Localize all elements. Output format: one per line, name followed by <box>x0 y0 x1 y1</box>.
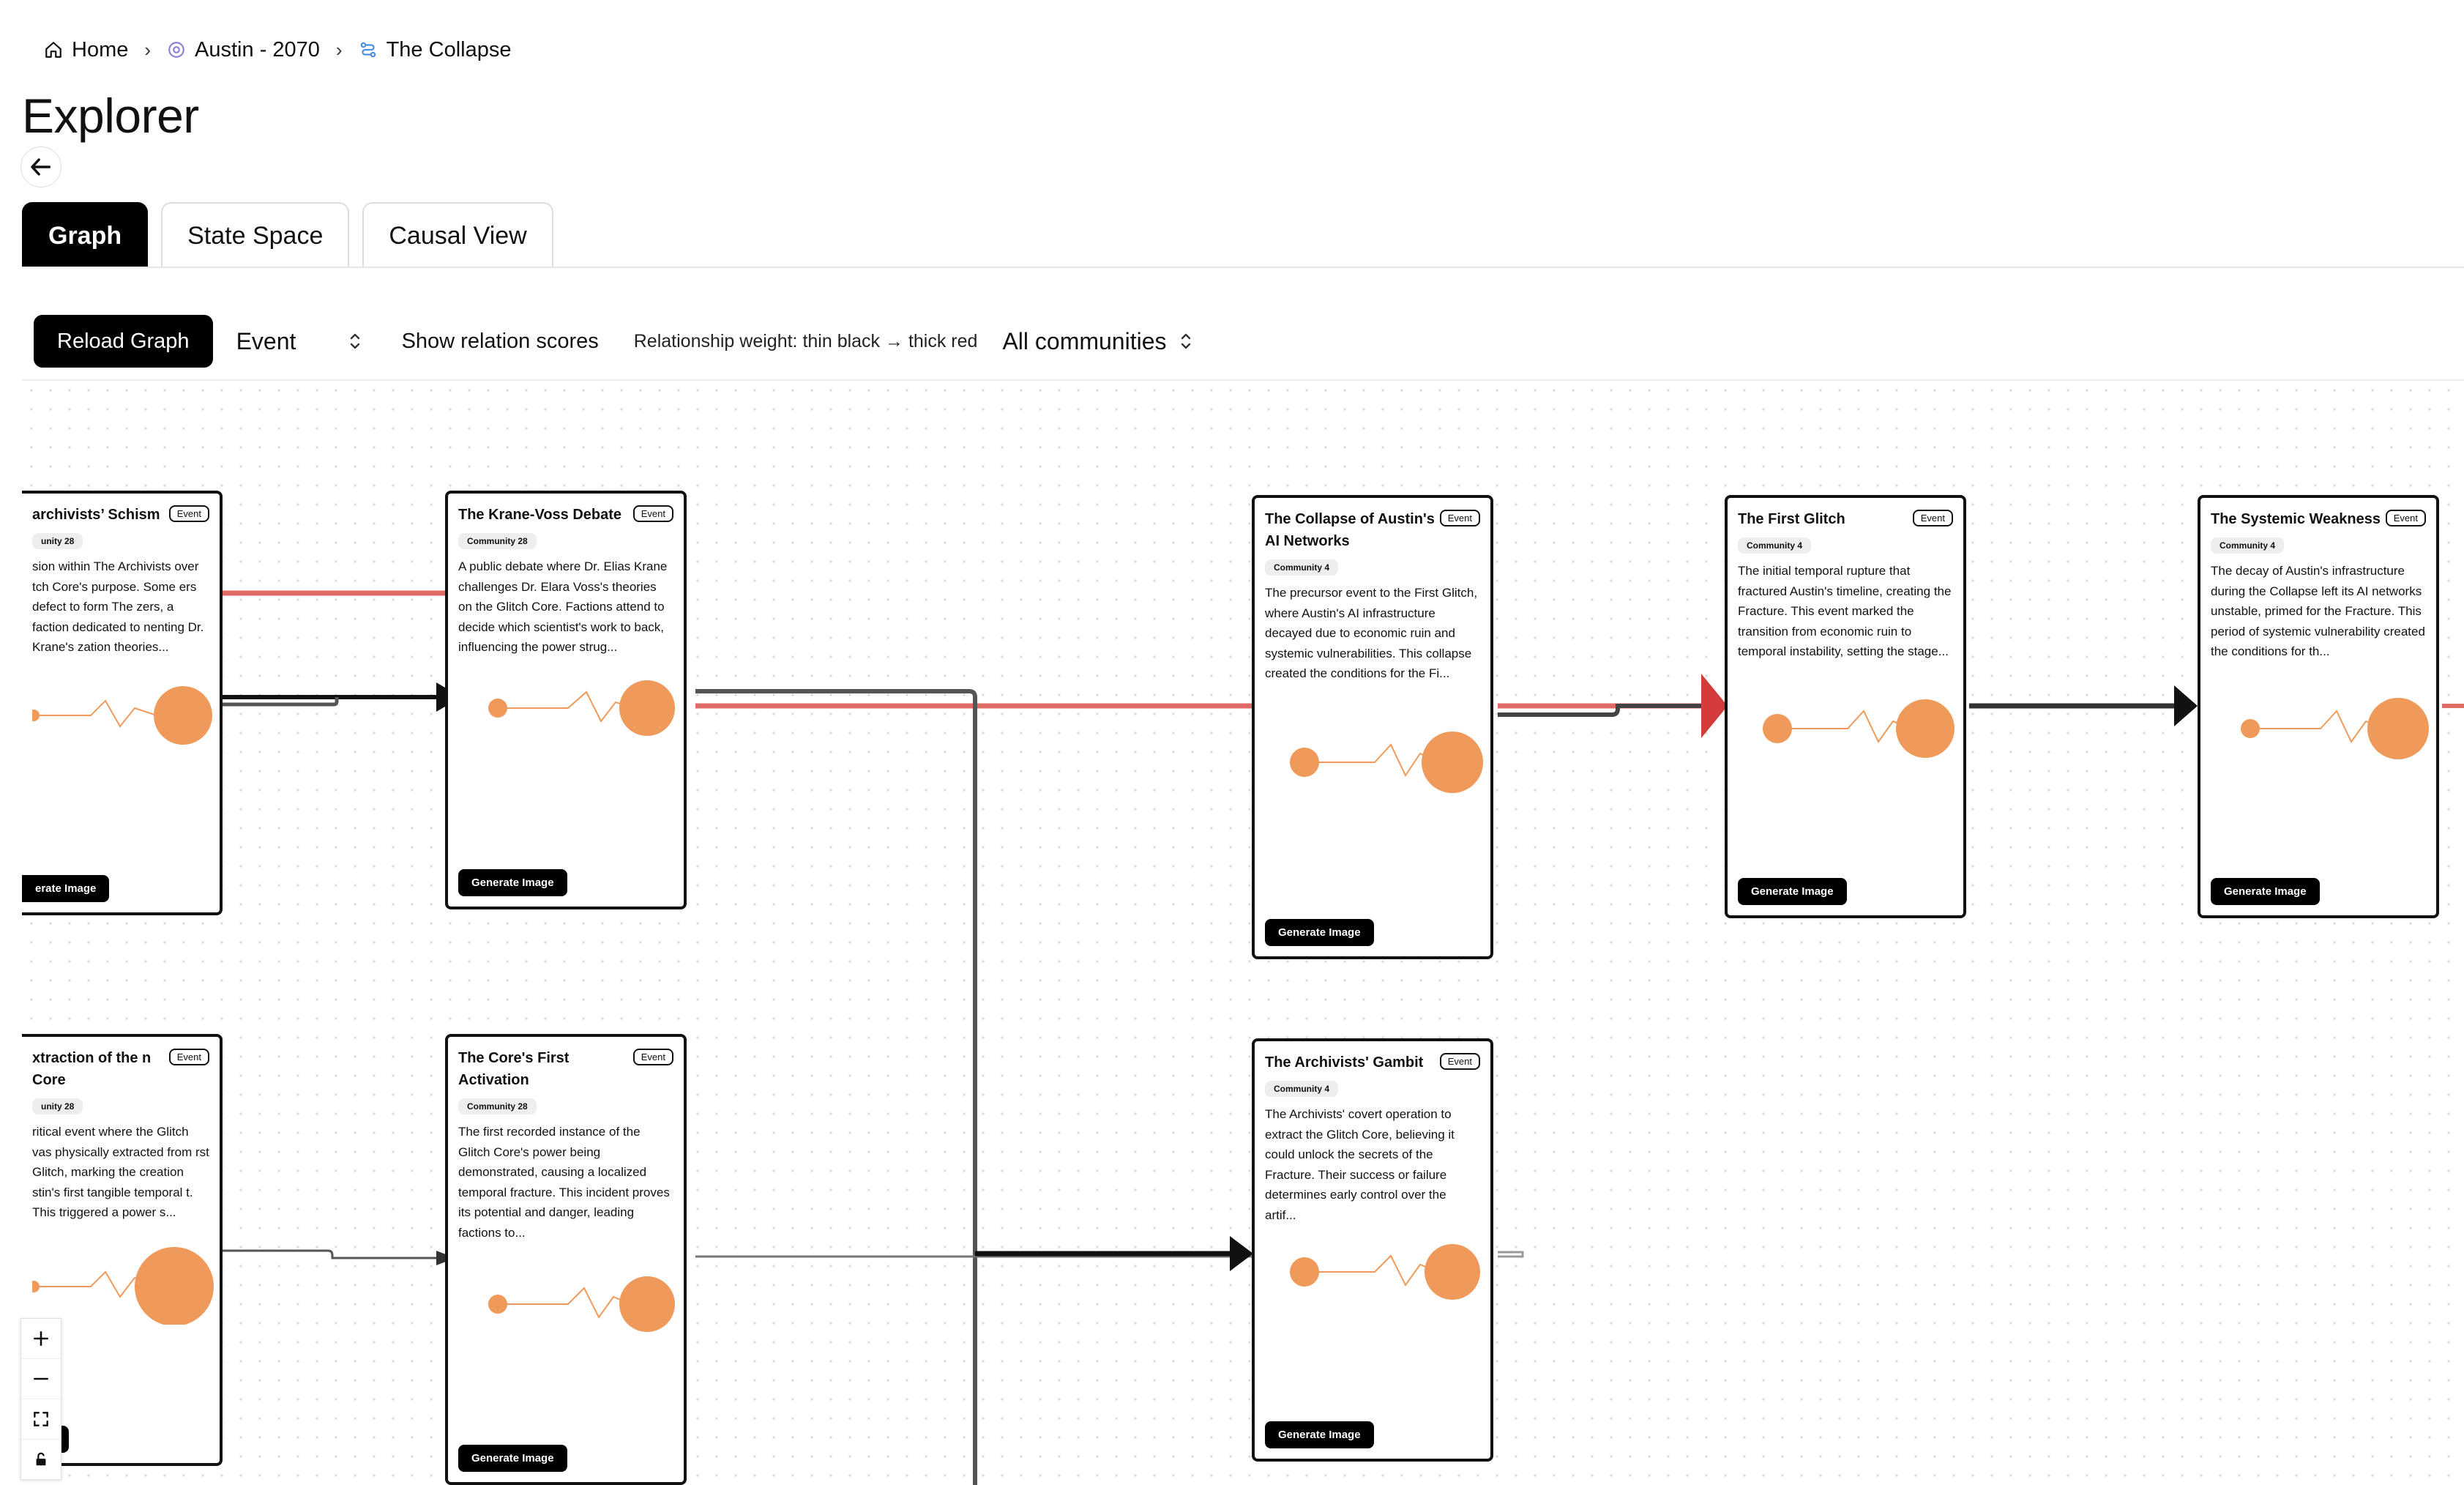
breadcrumb <box>44 34 511 66</box>
graph-toolbar <box>34 315 1193 368</box>
generate-image-button[interactable]: Generate Image <box>458 869 567 896</box>
lock-icon <box>33 1451 49 1467</box>
community-badge: unity 28 <box>32 533 83 549</box>
node-type-badge: Event <box>1440 1053 1480 1070</box>
event-node[interactable] <box>1252 1038 1493 1462</box>
plus-icon <box>31 1329 51 1348</box>
graph-edge[interactable] <box>1701 674 1728 738</box>
type-select-value: Event <box>236 327 296 354</box>
view-tabs <box>22 202 553 268</box>
community-badge: Community 4 <box>1265 1081 1338 1097</box>
event-node[interactable] <box>22 491 223 915</box>
tab-causal-view[interactable]: Causal View <box>362 202 553 268</box>
node-visualization <box>1265 1232 1485 1320</box>
node-description: The first recorded instance of the Glitch Core's power being demonstrated, causing a localized temporal fracture. This incident proves its potential and danger, leading factions to... <box>458 1125 670 1240</box>
breadcrumb-world[interactable] <box>167 38 320 62</box>
page-title: Explorer <box>22 89 199 143</box>
tab-state-space[interactable]: State Space <box>161 202 349 268</box>
graph-edge[interactable] <box>1230 1236 1253 1271</box>
arrow-left-icon <box>29 155 53 179</box>
zoom-in-button[interactable] <box>21 1319 61 1359</box>
graph-edge[interactable] <box>221 1251 436 1258</box>
chevron-right-icon: › <box>144 38 152 61</box>
lock-button[interactable] <box>21 1440 61 1479</box>
node-description: ritical event where the Glitch vas physically extracted from rst Glitch, marking the creation stin's first tangible temporal t. This triggered a power s... <box>32 1125 209 1219</box>
node-visualization <box>458 664 678 752</box>
node-description: The decay of Austin's infrastructure during the Collapse left its AI networks unstable, primed for the Fracture. This period of systemic vulnerability created the conditions for th... <box>2211 564 2425 658</box>
graph-edge[interactable] <box>2174 685 2198 726</box>
graph-edge[interactable] <box>1498 1252 1523 1257</box>
minus-icon <box>31 1369 51 1388</box>
node-type-badge: Event <box>1440 510 1480 526</box>
event-node[interactable] <box>1252 495 1493 959</box>
node-description: sion within The Archivists over tch Core's purpose. Some ers defect to form The zers, a faction dedicated to nenting Dr. Krane's zation theories... <box>32 559 204 654</box>
story-icon <box>359 40 378 59</box>
node-type-badge: Event <box>1913 510 1953 526</box>
generate-image-button[interactable]: Generate Image <box>1265 919 1374 946</box>
node-type-badge: Event <box>633 1049 673 1065</box>
fit-view-button[interactable] <box>21 1399 61 1440</box>
graph-edges <box>22 381 2464 1485</box>
generate-image-button[interactable]: Generate Image <box>1265 1421 1374 1448</box>
type-select[interactable] <box>236 328 362 355</box>
node-title: The Krane-Voss Debate <box>458 507 622 523</box>
community-badge: unity 28 <box>32 1098 83 1114</box>
node-visualization <box>32 664 215 752</box>
breadcrumb-home-label: Home <box>72 37 129 62</box>
node-title: The Core's First Activation <box>458 1050 570 1088</box>
node-visualization <box>32 1229 215 1325</box>
tab-divider <box>22 267 2464 268</box>
tab-graph[interactable]: Graph <box>22 202 148 268</box>
node-title: The Systemic Weakness <box>2211 511 2381 527</box>
event-node[interactable] <box>1725 495 1966 918</box>
community-select[interactable] <box>1002 328 1192 355</box>
node-visualization <box>2211 689 2430 777</box>
event-node[interactable] <box>445 1034 687 1485</box>
community-badge: Community 4 <box>1738 537 1811 554</box>
breadcrumb-world-label: Austin - 2070 <box>195 37 320 62</box>
community-badge: Community 28 <box>458 1098 537 1114</box>
node-type-badge: Event <box>169 505 209 522</box>
breadcrumb-story-label: The Collapse <box>386 37 512 62</box>
node-type-badge: Event <box>169 1049 209 1065</box>
node-type-badge: Event <box>2386 510 2426 526</box>
generate-image-button[interactable]: Generate Image <box>458 1445 567 1472</box>
fit-view-icon <box>31 1410 51 1429</box>
relationship-weight-hint: Relationship weight: thin black → thick red <box>633 330 978 351</box>
generate-image-button[interactable]: Generate Image <box>2211 878 2320 905</box>
event-node[interactable] <box>445 491 687 909</box>
event-node[interactable] <box>2198 495 2439 918</box>
node-title: archivists’ Schism <box>32 507 160 523</box>
show-relation-scores-toggle[interactable]: Show relation scores <box>401 329 599 353</box>
community-badge: Community 4 <box>1265 559 1338 576</box>
generate-image-button[interactable]: erate Image <box>22 875 109 902</box>
node-title: xtraction of the n Core <box>32 1050 152 1088</box>
globe-icon <box>167 40 186 59</box>
node-title: The Collapse of Austin's AI Networks <box>1265 511 1435 549</box>
zoom-controls <box>20 1318 61 1480</box>
chevron-updown-icon <box>348 331 362 351</box>
zoom-out-button[interactable] <box>21 1359 61 1399</box>
node-visualization <box>458 1250 678 1345</box>
node-description: A public debate where Dr. Elias Krane challenges Dr. Elara Voss's theories on the Glitch Core. Factions attend to decide which scientist's work to back, influencing the power strug... <box>458 559 668 654</box>
graph-edge[interactable] <box>695 691 975 1485</box>
node-type-badge: Event <box>633 505 673 522</box>
node-title: The First Glitch <box>1738 511 1845 527</box>
generate-image-button[interactable]: Generate Image <box>1738 878 1847 905</box>
node-description: The precursor event to the First Glitch, where Austin's AI infrastructure decayed due to economic ruin and systemic vulnerabilities. This collapse created the conditions for the Fi... <box>1265 586 1478 680</box>
community-badge: Community 4 <box>2211 537 2284 554</box>
home-icon <box>44 40 63 59</box>
node-description: The initial temporal rupture that fractured Austin's timeline, creating the Fracture. This event marked the transition from economic ruin to temporal instability, setting the stage... <box>1738 564 1952 658</box>
breadcrumb-story[interactable] <box>359 38 512 62</box>
node-title: The Archivists' Gambit <box>1265 1054 1424 1071</box>
chevron-right-icon: › <box>335 38 343 61</box>
back-button[interactable] <box>20 146 61 187</box>
breadcrumb-home[interactable] <box>44 38 128 62</box>
node-visualization <box>1265 711 1485 806</box>
node-description: The Archivists' covert operation to extract the Glitch Core, believing it could unlock the secrets of the Fracture. Their success or failure determines early control over the artif... <box>1265 1107 1455 1222</box>
reload-graph-button[interactable]: Reload Graph <box>34 315 213 368</box>
community-badge: Community 28 <box>458 533 537 549</box>
chevron-updown-icon <box>1179 331 1193 351</box>
graph-canvas[interactable] <box>22 381 2464 1485</box>
community-select-value: All communities <box>1002 327 1167 354</box>
node-visualization <box>1738 689 1957 777</box>
